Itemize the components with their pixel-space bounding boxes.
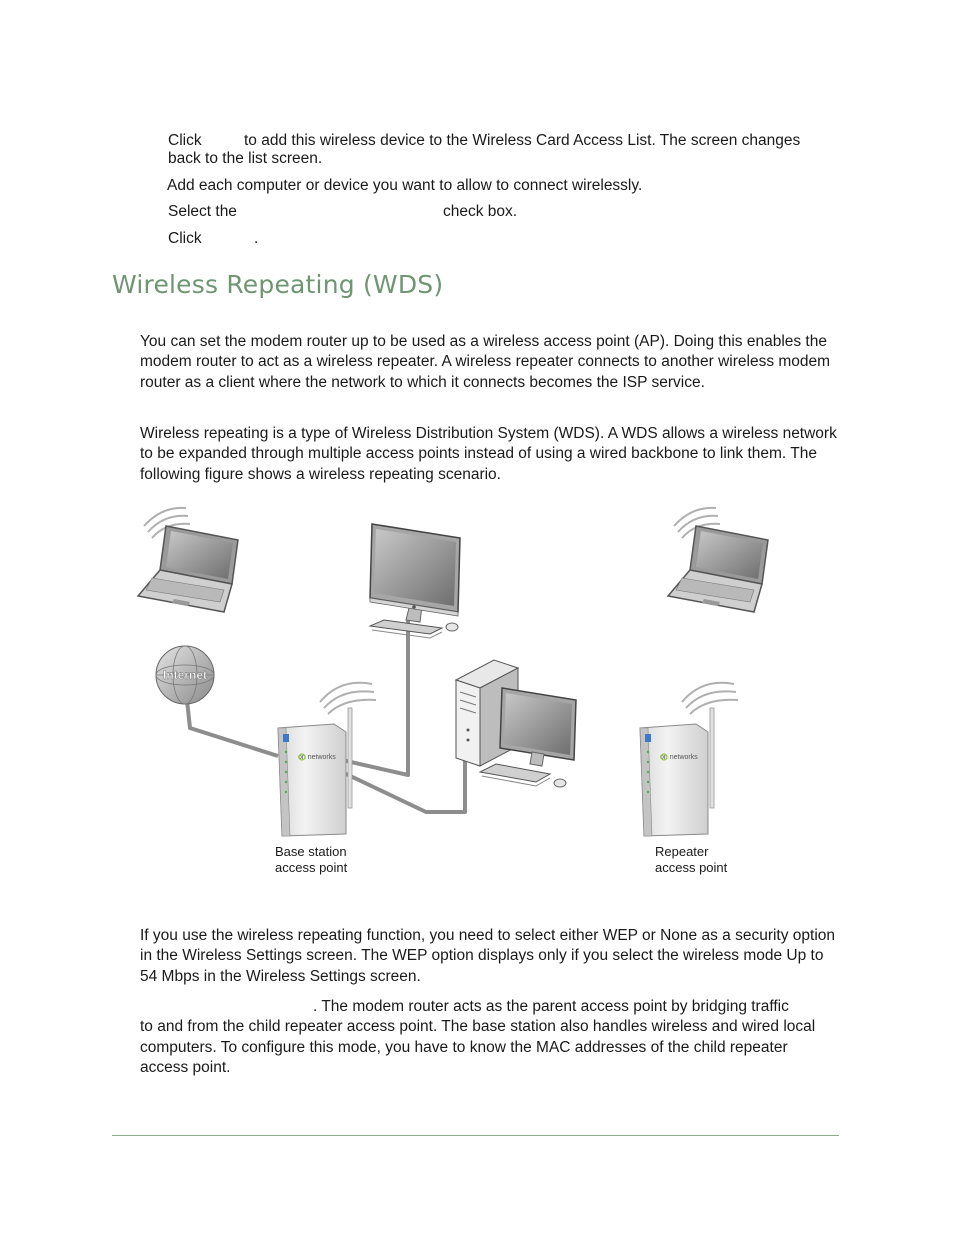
step-1-click: Click: [168, 132, 202, 149]
laptop-icon: [138, 508, 238, 612]
repeater-caption-line1: Repeater: [655, 844, 709, 859]
paragraph-intro: You can set the modem router up to be used as a wireless access point (AP). Doing this enables the modem router to act as a wireless repeater. A wireless repeater connects to another wireless modem router as a client where the network to which it connects becomes the ISP service.: [140, 333, 831, 391]
paragraph-wds: Wireless repeating is a type of Wireless Distribution System (WDS). A WDS allows a wireless network to be expanded through multiple access points instead of using a wired backbone to link them. The following figure shows a wireless repeating scenario.: [140, 425, 837, 483]
brand-label: on networks: [660, 754, 698, 761]
repeater-caption: [655, 844, 727, 876]
step-3-select: Select the: [168, 203, 237, 220]
base-station-router-icon: [278, 683, 376, 836]
step-1-text: to add this wireless device to the Wireless Card Access List. The screen changes: [244, 132, 801, 149]
section-title: Wireless Repeating (WDS): [112, 270, 444, 299]
step-1-text-cont: back to the list screen.: [168, 150, 323, 167]
base-station-caption-line2: access point: [275, 860, 348, 875]
internet-globe-icon: [156, 646, 214, 704]
base-station-caption: [275, 844, 347, 876]
paragraph-security: If you use the wireless repeating function, you need to select either WEP or None as a security option in the Wireless Settings screen. The WEP option displays only if you select the wireless mode Up to 54 Mbps in the Wireless Settings screen.: [140, 927, 836, 985]
footer-rule: [112, 1135, 839, 1136]
laptop-icon: [668, 508, 768, 612]
paragraph-base-station: [140, 997, 840, 1078]
step-2-text: Add each computer or device you want to allow to connect wirelessly.: [167, 177, 643, 194]
paragraph-base-station-first-line: . The modem router acts as the parent access point by bridging traffic: [313, 998, 789, 1015]
paragraph-base-station-rest: to and from the child repeater access point. The base station also handles wireless and wired local computers. To configure this mode, you have to know the MAC addresses of the child repeater access point.: [140, 1018, 816, 1076]
wireless-repeating-diagram: [130, 492, 780, 892]
repeater-caption-line2: access point: [655, 860, 728, 875]
base-station-caption-line1: Base station: [275, 844, 347, 859]
repeater-router-icon: [640, 683, 738, 836]
internet-label: Internet: [162, 668, 208, 682]
brand-label: on networks: [298, 754, 336, 761]
desktop-monitor-icon: [370, 524, 460, 638]
step-4-click: Click: [168, 230, 202, 247]
step-4-period: .: [254, 230, 259, 247]
step-3-checkbox-text: check box.: [443, 203, 518, 220]
